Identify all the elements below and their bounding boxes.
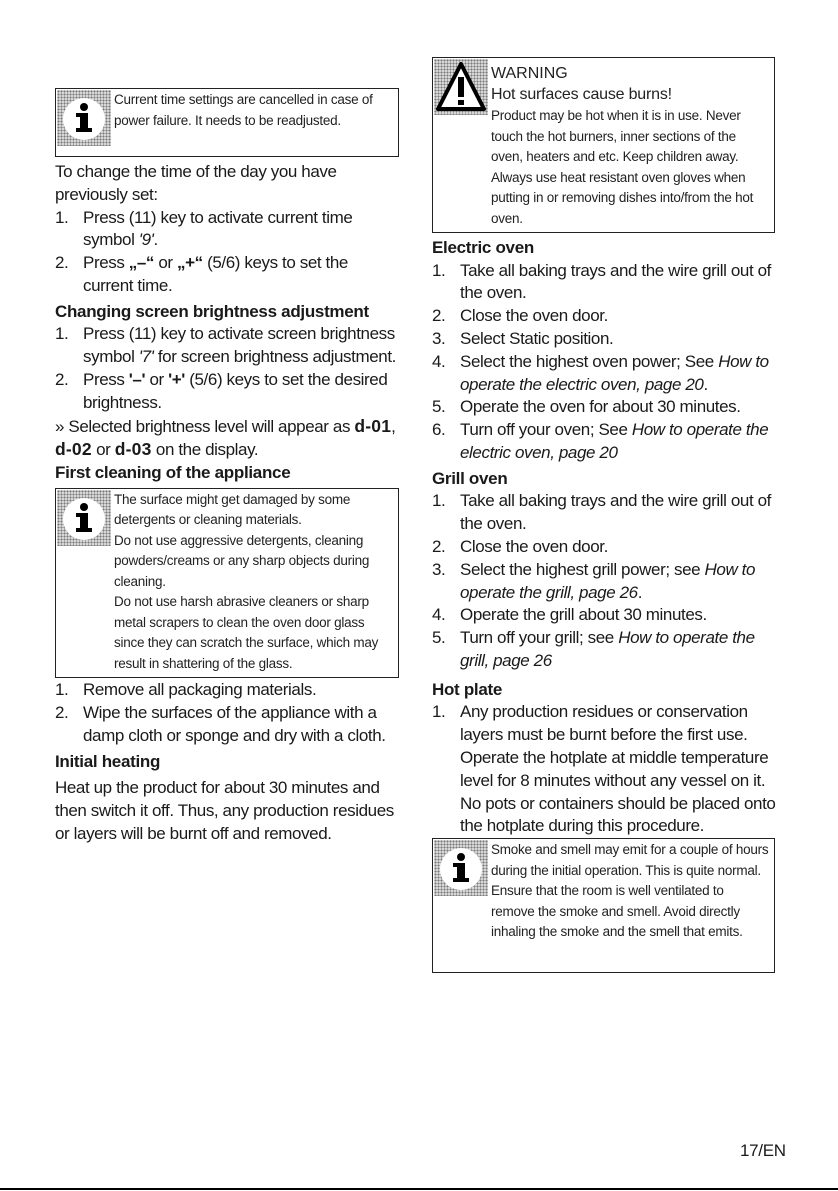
info-note-text: Smoke and smell may emit for a couple of hours during the initial operation. This is quite normal. Ensure that the room is well ventilated to remove the smoke and smell. Avoid directly inhaling the smoke and the smell that emits. [491, 842, 769, 940]
info-note-smoke [432, 838, 775, 973]
list-item: 3. Select the highest grill power; see How to operate the grill, page 26. [432, 559, 756, 602]
heading-grill-oven: Grill oven [432, 468, 508, 488]
heading-first-cleaning: First cleaning of the appliance [55, 463, 291, 483]
info-note-power-failure [55, 88, 399, 157]
list-item: 4. Select the highest oven power; See How to operate the electric oven, page 20. [432, 351, 769, 394]
time-steps [55, 207, 399, 298]
heading-electric-oven: Electric oven [432, 238, 534, 257]
info-icon [434, 840, 488, 896]
left-column [55, 88, 399, 846]
footer-rule [0, 1188, 838, 1190]
list-item: 1. Remove all packaging materials. [55, 680, 317, 700]
list-item: 2. Close the oven door. [432, 306, 608, 326]
cleaning-steps [55, 679, 399, 747]
list-item: 1. Take all baking trays and the wire grill out of the oven. [432, 491, 771, 534]
brightness-result: » Selected brightness level will appear as d-01, d-02 or d-03 on the display. [55, 415, 396, 460]
list-item: 5. Operate the oven for about 30 minutes. [432, 397, 741, 417]
grill-oven-steps [432, 490, 778, 672]
info-note-cleaning [55, 488, 399, 679]
heading-brightness: Changing screen brightness adjustment [55, 301, 369, 321]
brightness-steps [55, 323, 399, 414]
list-item: 1. Press (11) key to activate screen brightness symbol '7' for screen brightness adjustment. [55, 324, 397, 367]
page-number: 17/EN [740, 1141, 786, 1160]
initial-heating-text: Heat up the product for about 30 minutes and then switch it off. Thus, any production residues or layers will be burnt off and removed. [55, 778, 394, 843]
list-item: 5. Turn off your grill; see How to operate the grill, page 26 [432, 628, 755, 670]
note-paragraph: Do not use aggressive detergents, cleaning powders/creams or any sharp objects during cleaning. [114, 532, 370, 589]
list-item: 2. Press „–“ or „+“ (5/6) keys to set the current time. [55, 253, 348, 295]
warning-note [432, 57, 775, 233]
info-note-text: Current time settings are cancelled in case of power failure. It needs to be readjusted. [114, 92, 373, 128]
heading-initial-heating: Initial heating [55, 751, 161, 771]
info-icon [57, 90, 111, 146]
warning-triangle-icon [434, 59, 488, 115]
list-item: 1. Press (11) key to activate current time symbol '9'. [55, 207, 353, 250]
list-item: 1. Take all baking trays and the wire grill out of the oven. [432, 260, 771, 303]
list-item: 2. Close the oven door. [432, 536, 608, 556]
list-item: 1. Any production residues or conservation layers must be burnt before the first use. Operate the hotplate at middle temperature level for 8 minutes without any vessel on it. No pots or containers should be placed onto the hotplate during this procedure. [432, 702, 776, 836]
list-item: 2. Wipe the surfaces of the appliance with a damp cloth or sponge and dry with a cloth. [55, 703, 386, 745]
list-item: 3. Select Static position. [432, 328, 614, 348]
warning-text: Product may be hot when it is in use. Never touch the hot burners, inner sections of the oven, heaters and etc. Keep children away. Always use heat resistant oven gloves when putting in or removing dishes into/from the hot oven. [491, 108, 754, 226]
list-item: 2. Press '–' or '+' (5/6) keys to set the desired brightness. [55, 369, 388, 412]
time-intro: To change the time of the day you have previously set: [55, 162, 337, 204]
heading-hot-plate: Hot plate [432, 679, 503, 699]
info-icon [57, 490, 111, 546]
electric-oven-steps [432, 260, 778, 465]
list-item: 4. Operate the grill about 30 minutes. [432, 605, 707, 625]
hot-plate-steps [432, 701, 778, 838]
note-paragraph: The surface might get damaged by some detergents or cleaning materials. [114, 491, 351, 528]
warning-title: WARNING [491, 65, 568, 82]
right-column [432, 57, 778, 973]
list-item: 6. Turn off your oven; See How to operate the electric oven, page 20 [432, 420, 769, 462]
warning-subtitle: Hot surfaces cause burns! [491, 86, 672, 103]
note-paragraph: Do not use harsh abrasive cleaners or sharp metal scrapers to clean the oven door glass since they can scratch the surface, which may result in shattering of the glass. [114, 594, 379, 671]
